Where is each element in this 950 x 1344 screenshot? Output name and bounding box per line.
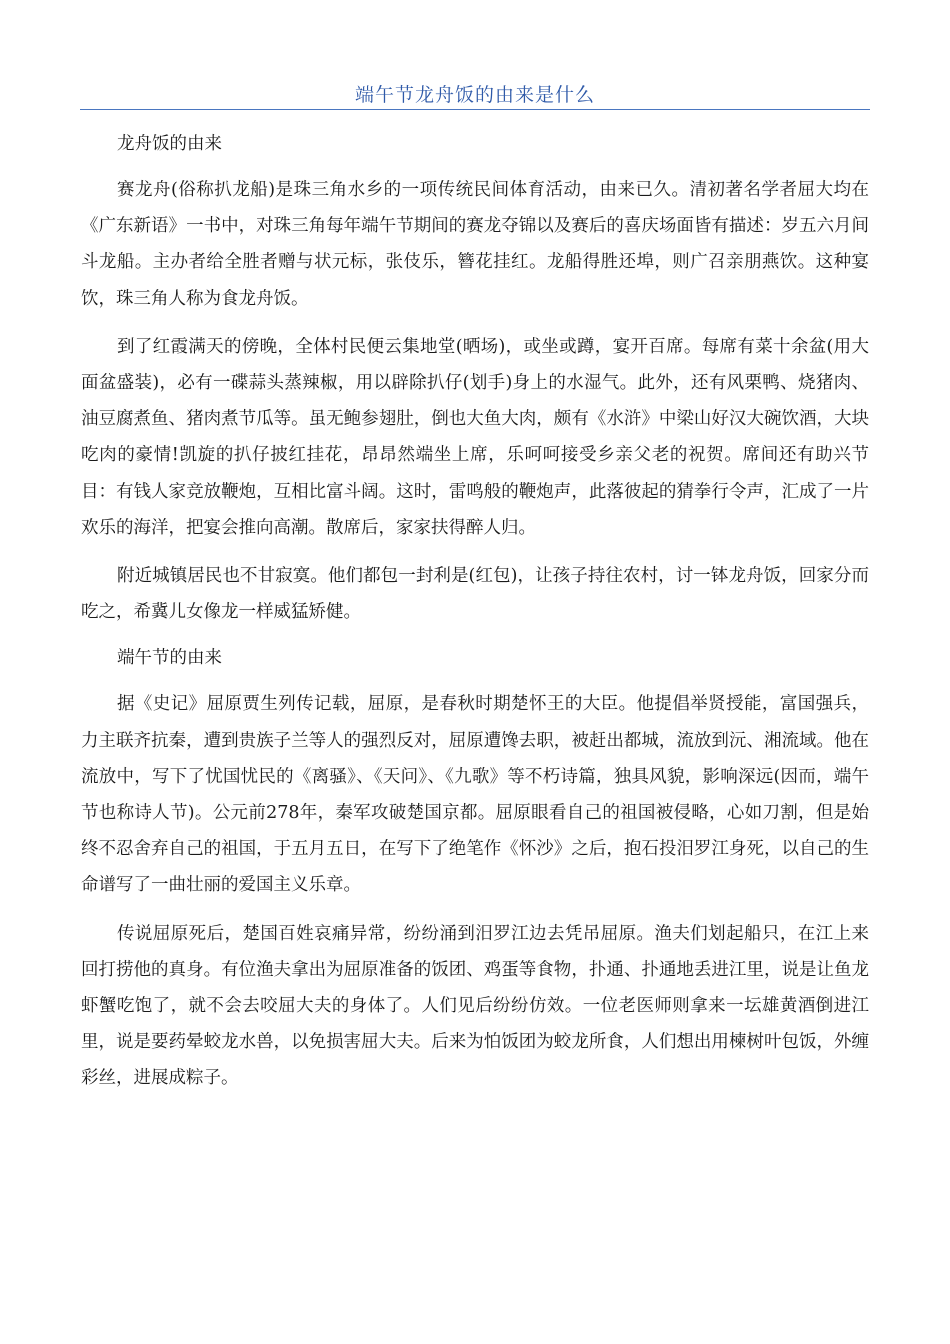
paragraph: 附近城镇居民也不甘寂寞。他们都包一封利是(红包)，让孩子持往农村，讨一钵龙舟饭，回家分而吃之，希冀儿女像龙一样威猛矫健。 xyxy=(81,566,869,623)
section-heading: 龙舟饭的由来 xyxy=(117,134,222,154)
section-duanwu-origin xyxy=(81,640,869,1096)
paragraph: 赛龙舟(俗称扒龙船)是珠三角水乡的一项传统民间体育活动，由来已久。清初著名学者屈大均在《广东新语》一书中，对珠三角每年端午节期间的赛龙夺锦以及赛后的喜庆场面皆有描述：岁五六月间斗龙船。主办者给全胜者赠与状元标，张伎乐，簪花挂红。龙船得胜还埠，则广召亲朋燕饮。这种宴饮，珠三角人称为食龙舟饭。 xyxy=(81,180,869,309)
title-underline xyxy=(80,109,870,110)
document-body xyxy=(81,126,869,1097)
document-title: 端午节龙舟饭的由来是什么 xyxy=(354,84,595,106)
paragraph: 传说屈原死后，楚国百姓哀痛异常，纷纷涌到汨罗江边去凭吊屈原。渔夫们划起船只，在江上来回打捞他的真身。有位渔夫拿出为屈原准备的饭团、鸡蛋等食物，扑通、扑通地丢进江里，说是让鱼龙虾蟹吃饱了，就不会去咬屈大夫的身体了。人们见后纷纷仿效。一位老医师则拿来一坛雄黄酒倒进江里，说是要药晕蛟龙水兽，以免损害屈大夫。后来为怕饭团为蛟龙所食，人们想出用楝树叶包饭，外缠彩丝，进展成粽子。 xyxy=(81,923,869,1089)
paragraph: 据《史记》屈原贾生列传记载，屈原，是春秋时期楚怀王的大臣。他提倡举贤授能，富国强兵，力主联齐抗秦，遭到贵族子兰等人的强烈反对，屈原遭馋去职，被赶出都城，流放到沅、湘流域。他在流放中，写下了忧国忧民的《离骚》、《天问》、《九歌》等不朽诗篇，独具风貌，影响深远(因而，端午节也称诗人节)。公元前278年，秦军攻破楚国京都。屈原眼看自己的祖国被侵略，心如刀割，但是始终不忍舍弃自己的祖国，于五月五日，在写下了绝笔作《怀沙》之后，抱石投汨罗江身死，以自己的生命谱写了一曲壮丽的爱国主义乐章。 xyxy=(81,694,869,896)
section-longzhoufan-origin xyxy=(81,126,869,640)
paragraph: 到了红霞满天的傍晚，全体村民便云集地堂(晒场)，或坐或蹲，宴开百席。每席有菜十余盆(用大面盆盛装)，必有一碟蒜头蒸辣椒，用以辟除扒仔(划手)身上的水湿气。此外，还有风栗鸭、烧猪肉、油豆腐煮鱼、猪肉煮节瓜等。虽无鲍参翅肚，倒也大鱼大肉，颇有《水浒》中梁山好汉大碗饮酒，大块吃肉的豪情!凯旋的扒仔披红挂花，昂昂然端坐上席，乐呵呵接受乡亲父老的祝贺。席间还有助兴节目：有钱人家竞放鞭炮，互相比富斗阔。这时，雷鸣般的鞭炮声，此落彼起的猜拳行令声，汇成了一片欢乐的海洋，把宴会推向高潮。散席后，家家扶得醉人归。 xyxy=(81,336,869,538)
section-heading: 端午节的由来 xyxy=(117,648,222,669)
